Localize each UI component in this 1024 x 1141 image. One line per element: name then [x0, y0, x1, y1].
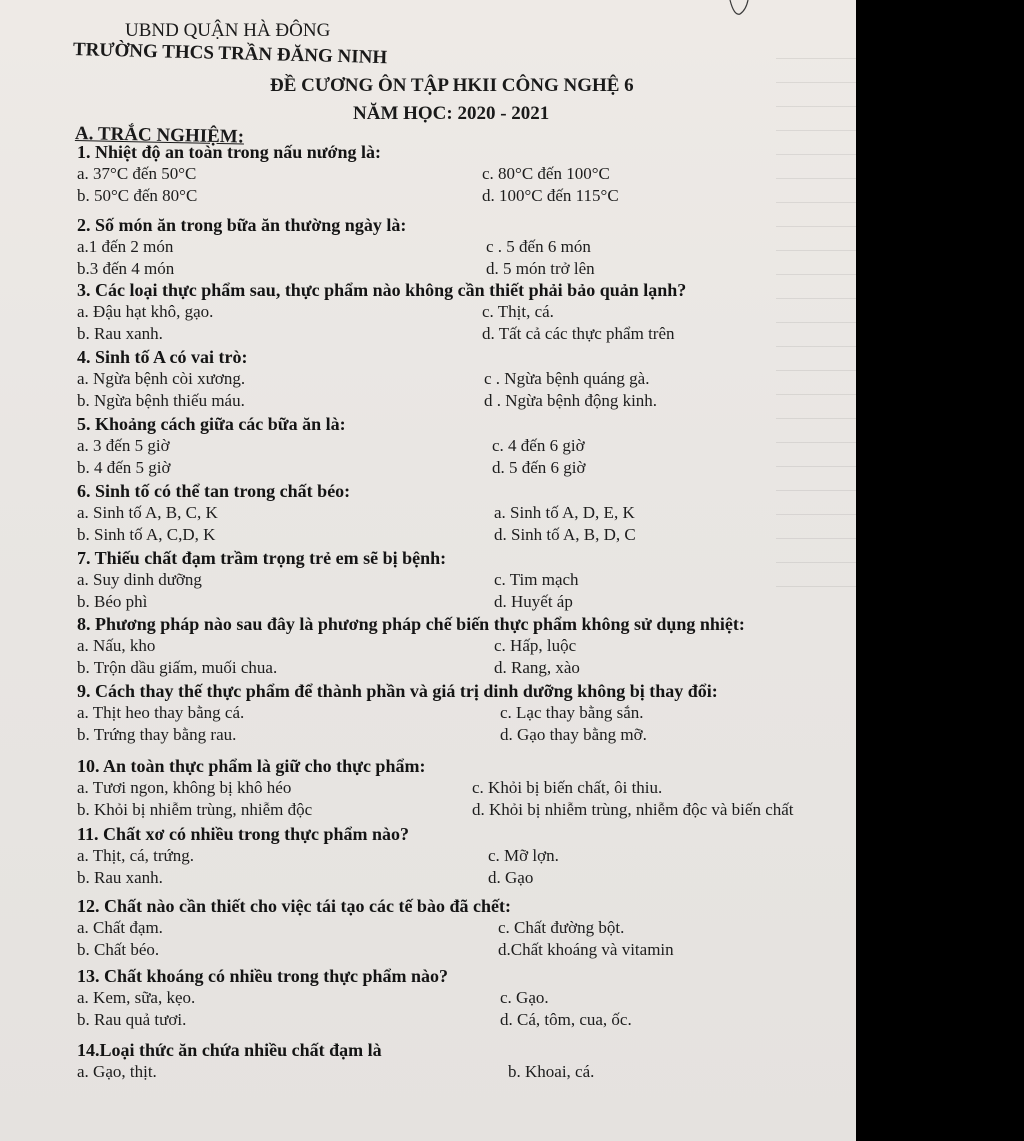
answer-option-c: c. 4 đến 6 giờ [492, 436, 585, 455]
answer-option-a: a. Ngừa bệnh còi xương. [77, 369, 246, 388]
question-text: 6. Sinh tố có thể tan trong chất béo: [77, 481, 351, 501]
answer-option-b: b. Rau xanh. [77, 868, 163, 887]
question-text: 9. Cách thay thế thực phẩm để thành phần và giá trị dinh dưỡng không bị thay đổi: [77, 681, 718, 701]
header-school: TRƯỜNG THCS TRẦN ĐĂNG NINH [72, 39, 388, 69]
answer-option-c: a. Sinh tố A, D, E, K [494, 503, 635, 522]
answer-option-b: b. Chất béo. [77, 940, 160, 959]
answer-option-d: d.Chất khoáng và vitamin [498, 940, 674, 959]
answer-option-c: c. Lạc thay bằng sắn. [500, 703, 644, 722]
answer-option-c: c. Gạo. [500, 988, 549, 1007]
bleed-through-text [776, 40, 856, 600]
question-text: 2. Số món ăn trong bữa ăn thường ngày là: [77, 215, 407, 235]
answer-option-a: a. 3 đến 5 giờ [77, 436, 170, 455]
answer-option-d: d. Gạo thay bằng mỡ. [500, 725, 647, 744]
question-text: 13. Chất khoáng có nhiều trong thực phẩm nào? [77, 966, 449, 986]
answer-option-d: d. 5 món trở lên [486, 259, 595, 278]
answer-option-a: a. Kem, sữa, kẹo. [77, 988, 196, 1007]
question-text: 5. Khoảng cách giữa các bữa ăn là: [77, 414, 346, 434]
answer-option-d: d . Ngừa bệnh động kinh. [484, 391, 658, 410]
answer-option-b: b.3 đến 4 món [77, 259, 175, 278]
answer-option-c: b. Khoai, cá. [508, 1062, 595, 1081]
answer-option-b: b. Ngừa bệnh thiếu máu. [77, 391, 245, 410]
answer-option-a: a. Gạo, thịt. [77, 1062, 157, 1081]
question-text: 14.Loại thức ăn chứa nhiều chất đạm là [77, 1040, 382, 1060]
answer-option-a: a. Đậu hạt khô, gạo. [77, 302, 214, 321]
answer-option-b: b. Sinh tố A, C,D, K [77, 525, 216, 544]
school-year: NĂM HỌC: 2020 - 2021 [353, 103, 550, 124]
answer-option-b: b. 4 đến 5 giờ [77, 458, 171, 477]
pen-mark [728, 0, 754, 20]
answer-option-a: a. Chất đạm. [77, 918, 163, 937]
question-text: 8. Phương pháp nào sau đây là phương pháp chế biến thực phẩm không sử dụng nhiệt: [77, 614, 745, 634]
answer-option-d: d. Tất cả các thực phẩm trên [482, 324, 675, 343]
answer-option-a: a. Sinh tố A, B, C, K [77, 503, 218, 522]
question-text: 10. An toàn thực phẩm là giữ cho thực phẩm: [77, 756, 426, 776]
answer-option-c: c. Thịt, cá. [482, 302, 554, 321]
question-text: 3. Các loại thực phẩm sau, thực phẩm nào không cần thiết phải bảo quản lạnh? [77, 280, 687, 300]
answer-option-a: a. Thịt heo thay bằng cá. [77, 703, 245, 722]
question-text: 11. Chất xơ có nhiều trong thực phẩm nào? [77, 824, 409, 844]
answer-option-a: a. Suy dinh dưỡng [77, 570, 202, 589]
answer-option-c: c. Chất đường bột. [498, 918, 625, 937]
answer-option-a: a.1 đến 2 món [77, 237, 174, 256]
answer-option-d: d. Rang, xào [494, 658, 580, 677]
answer-option-d: d. Khỏi bị nhiễm trùng, nhiễm độc và biến chất [472, 800, 794, 819]
answer-option-a: a. Nấu, kho [77, 636, 156, 655]
answer-option-a: a. Tươi ngon, không bị khô héo [77, 778, 292, 797]
answer-option-d: d. 5 đến 6 giờ [492, 458, 586, 477]
answer-option-c: c. Hấp, luộc [494, 636, 577, 655]
answer-option-c: c. Tim mạch [494, 570, 579, 589]
answer-option-d: d. 100°C đến 115°C [482, 186, 619, 205]
section-title: A. TRẮC NGHIỆM: [74, 123, 245, 148]
answer-option-a: a. Thịt, cá, trứng. [77, 846, 195, 865]
question-text: 4. Sinh tố A có vai trò: [77, 347, 248, 367]
answer-option-b: b. Trộn dầu giấm, muối chua. [77, 658, 278, 677]
answer-option-c: c. 80°C đến 100°C [482, 164, 610, 183]
answer-option-c: c . 5 đến 6 món [486, 237, 591, 256]
answer-option-c: c . Ngừa bệnh quáng gà. [484, 369, 650, 388]
question-text: 7. Thiếu chất đạm trầm trọng trẻ em sẽ bị bệnh: [77, 548, 447, 568]
answer-option-b: b. Rau xanh. [77, 324, 163, 343]
answer-option-d: d. Cá, tôm, cua, ốc. [500, 1010, 632, 1029]
answer-option-b: b. Rau quả tươi. [77, 1010, 187, 1029]
answer-option-b: b. Trứng thay bằng rau. [77, 725, 237, 744]
answer-option-b: b. Béo phì [77, 592, 148, 611]
answer-option-c: c. Khỏi bị biến chất, ôi thiu. [472, 778, 663, 797]
answer-option-b: b. Khỏi bị nhiễm trùng, nhiễm độc [77, 800, 313, 819]
answer-option-b: b. 50°C đến 80°C [77, 186, 198, 205]
answer-option-d: d. Gạo [488, 868, 534, 887]
header-district: UBND QUẬN HÀ ĐÔNG [125, 20, 331, 41]
document-title: ĐỀ CƯƠNG ÔN TẬP HKII CÔNG NGHỆ 6 [270, 75, 634, 96]
question-text: 1. Nhiệt độ an toàn trong nấu nướng là: [77, 142, 381, 162]
question-text: 12. Chất nào cần thiết cho việc tái tạo các tế bào đã chết: [77, 896, 511, 916]
answer-option-d: d. Huyết áp [494, 592, 573, 611]
answer-option-d: d. Sinh tố A, B, D, C [494, 525, 636, 544]
answer-option-a: a. 37°C đến 50°C [77, 164, 197, 183]
answer-option-c: c. Mỡ lợn. [488, 846, 559, 865]
